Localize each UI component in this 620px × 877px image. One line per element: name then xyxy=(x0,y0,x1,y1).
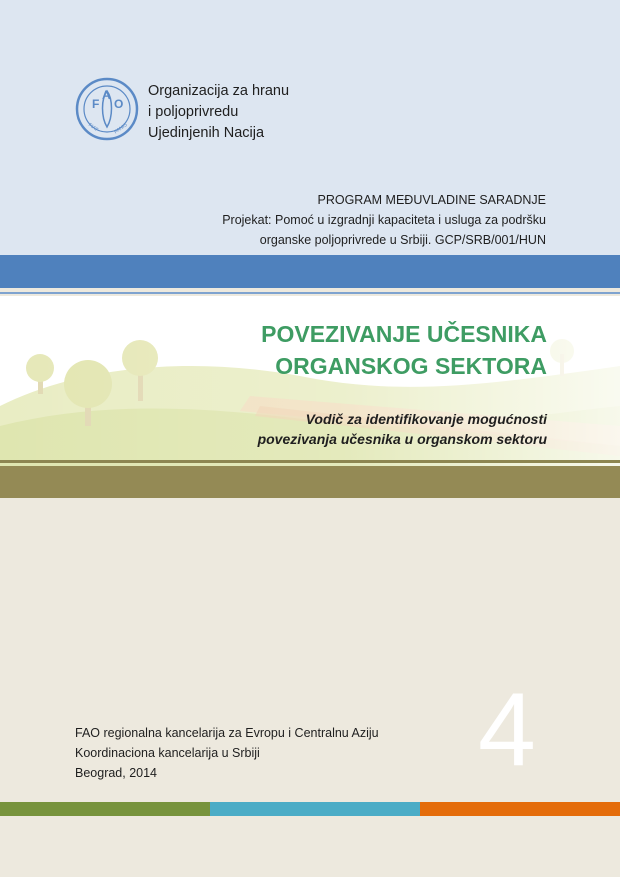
title-line-1: POVEZIVANJE UČESNIKA xyxy=(261,321,547,347)
publisher-info xyxy=(75,723,379,783)
program-line-2: Projekat: Pomoć u izgradnji kapaciteta i usluga za podršku xyxy=(222,213,546,227)
olive-band xyxy=(0,466,620,498)
svg-text:O: O xyxy=(114,97,124,111)
program-info xyxy=(222,190,546,250)
fao-logo xyxy=(75,77,139,141)
svg-text:PANIS: PANIS xyxy=(113,122,129,136)
footer-line-2: Koordinaciona kancelarija u Srbiji xyxy=(75,746,260,760)
svg-text:A: A xyxy=(102,88,111,102)
stripe-green xyxy=(0,802,210,816)
blue-band xyxy=(0,255,620,288)
org-line-1: Organizacija za hranu xyxy=(148,83,290,99)
stripe-orange xyxy=(420,802,620,816)
subtitle-line-2: povezivanja učesnika u organskom sektoru xyxy=(257,431,547,447)
document-subtitle xyxy=(258,409,547,449)
olive-divider xyxy=(0,460,620,463)
program-line-3: organske poljoprivrede u Srbiji. GCP/SRB/001/HUN xyxy=(259,233,546,247)
program-line-1: PROGRAM MEĐUVLADINE SARADNJE xyxy=(317,193,546,207)
svg-text:FIAT: FIAT xyxy=(87,122,100,134)
svg-text:F: F xyxy=(92,97,100,111)
footer-line-1: FAO regionalna kancelarija za Evropu i Centralnu Aziju xyxy=(75,726,379,740)
title-line-2: ORGANSKOG SEKTORA xyxy=(275,353,547,379)
blue-divider xyxy=(0,292,620,294)
document-title xyxy=(261,318,547,382)
bottom-margin xyxy=(0,816,620,877)
issue-number: 4 xyxy=(478,672,536,788)
org-line-3: Ujedinjenih Nacija xyxy=(148,125,265,141)
organization-name xyxy=(148,81,289,144)
footer-line-3: Beograd, 2014 xyxy=(75,766,158,780)
subtitle-line-1: Vodič za identifikovanje mogućnosti xyxy=(305,411,547,427)
org-line-2: i poljoprivredu xyxy=(148,104,239,120)
stripe-cyan xyxy=(210,802,420,816)
